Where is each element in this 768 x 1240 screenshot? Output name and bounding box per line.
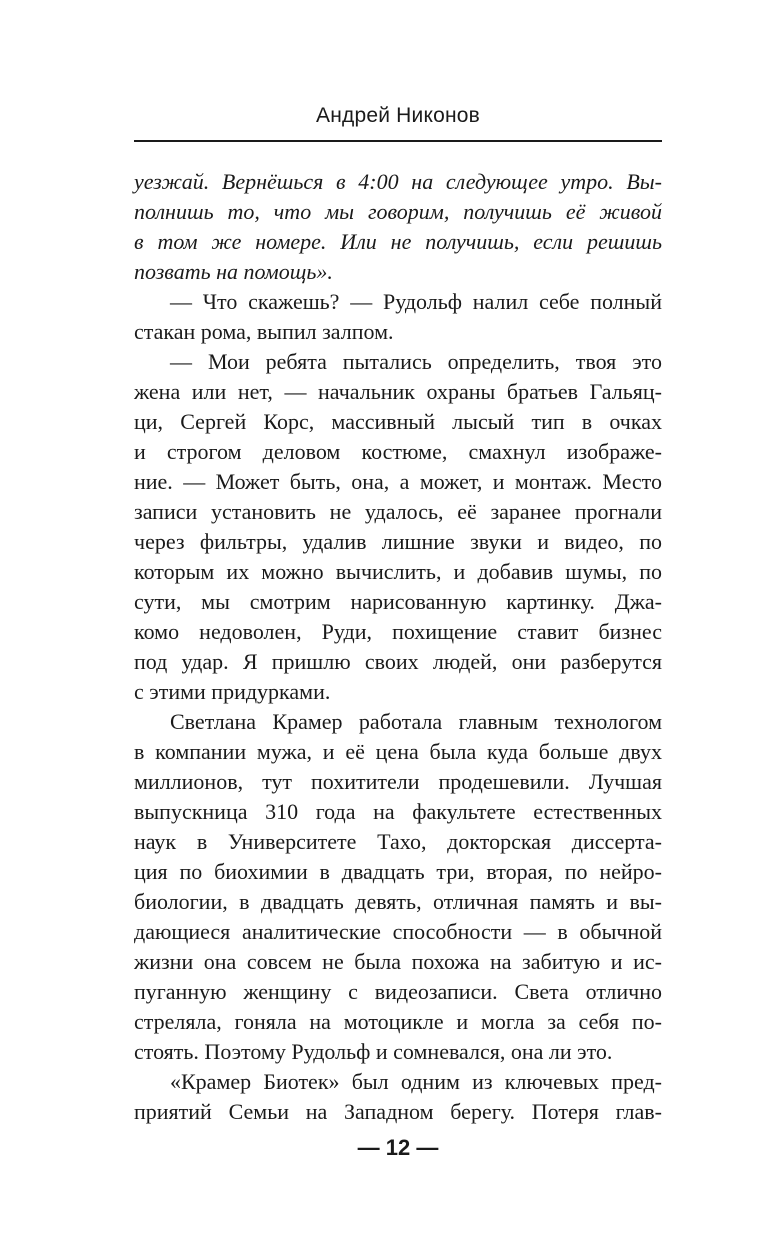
text-line: — Что скажешь? — Рудольф налил себе полный: [170, 289, 662, 314]
text-line: жизни она совсем не была похожа на забитую и ис-: [134, 949, 662, 974]
text-line: дающиеся аналитические способности — в обычной: [134, 919, 662, 944]
text-line: комо недоволен, Руди, похищение ставит бизнес: [134, 619, 662, 644]
text-line: приятий Семьи на Западном берегу. Потеря глав-: [134, 1099, 662, 1124]
text-line: записи установить не удалось, её заранее прогнали: [134, 499, 662, 524]
text-line: выпускница 310 года на факультете естественных: [134, 799, 662, 824]
text-line: жена или нет, — начальник охраны братьев Гальяц-: [134, 379, 662, 404]
text-line: ние. — Может быть, она, а может, и монтаж. Место: [134, 469, 662, 494]
text-line: через фильтры, удалив лишние звуки и видео, по: [134, 529, 662, 554]
text-line: в том же номере. Или не получишь, если решишь: [134, 229, 662, 254]
running-header-author: Андрей Никонов: [315, 104, 480, 127]
text-line: миллионов, тут похитители продешевили. Лучшая: [134, 769, 662, 794]
page-number: — 12 —: [357, 1135, 439, 1160]
text-line: которым их можно вычислить, и добавив шумы, по: [134, 559, 662, 584]
text-line: Светлана Крамер работала главным технологом: [170, 709, 662, 734]
text-line: наук в Университете Тахо, докторская диссерта-: [134, 829, 662, 854]
body-text: [134, 167, 662, 1127]
text-line: стоять. Поэтому Рудольф и сомневался, она ли это.: [134, 1039, 613, 1064]
text-line: стреляла, гоняла на мотоцикле и могла за себя по-: [134, 1009, 662, 1034]
text-line: позвать на помощь».: [134, 259, 333, 284]
text-line: пуганную женщину с видеозаписи. Света отлично: [134, 979, 662, 1004]
text-line: под удар. Я пришлю своих людей, они разберутся: [134, 649, 662, 674]
text-line: сути, мы смотрим нарисованную картинку. Джа-: [134, 589, 662, 614]
text-line: ция по биохимии в двадцать три, вторая, по нейро-: [134, 859, 662, 884]
text-line: уезжай. Вернёшься в 4:00 на следующее утро. Вы-: [134, 169, 662, 194]
header-rule: [134, 140, 662, 142]
text-line: в компании мужа, и её цена была куда больше двух: [134, 739, 662, 764]
text-line: и строгом деловом костюме, смахнул изображе-: [134, 439, 662, 464]
text-line: полнишь то, что мы говорим, получишь её живой: [134, 199, 662, 224]
text-line: ци, Сергей Корс, массивный лысый тип в очках: [134, 409, 662, 434]
text-line: с этими придурками.: [134, 679, 331, 704]
text-line: биологии, в двадцать девять, отличная память и вы-: [134, 889, 662, 914]
text-line: стакан рома, выпил залпом.: [134, 319, 394, 344]
text-line: — Мои ребята пытались определить, твоя это: [170, 349, 662, 374]
text-line: «Крамер Биотек» был одним из ключевых пред-: [170, 1069, 662, 1094]
